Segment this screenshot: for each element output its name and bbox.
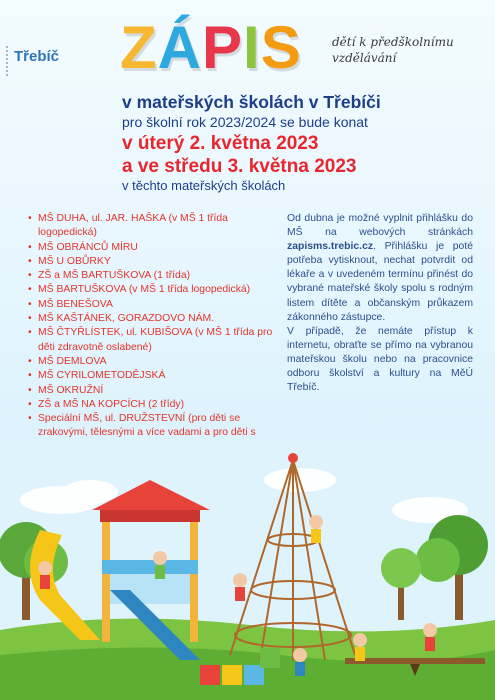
info-p1-end: . Přihlášku je poté potřeba vytisknout, nechat potvrdit od lékaře a v uvedeném termínu přinést do vybrané mateřské školy spolu s rodným listem dítěte a občanským průkazem zákonného zástupce. (287, 241, 473, 323)
title-letter: S (260, 14, 302, 81)
title-letter: P (202, 14, 244, 81)
title-note: dětí k předškolnímu vzdělávání (332, 35, 454, 65)
list-item: • MŠ OKRUŽNÍ (28, 384, 278, 398)
info-text (287, 212, 473, 395)
list-item: • MŠ U OBŮRKY (28, 255, 278, 269)
city-logo (0, 18, 78, 68)
list-item: • ZŠ a MŠ BARTUŠKOVA (1 třída) (28, 269, 278, 283)
list-item: • MŠ CYRILOMETODĚJSKÁ (28, 369, 278, 383)
date-first: v úterý 2. května 2023 (122, 133, 319, 154)
date-second: a ve středu 3. května 2023 (122, 156, 357, 177)
list-item: • MŠ DUHA, ul. JAR. HAŠKA (v MŠ 1 třída logopedická) (28, 212, 278, 241)
pyramid-top (288, 453, 298, 463)
list-item: • MŠ KAŠTÁNEK, GORAZDOVO NÁM. (28, 312, 278, 326)
logo-text: Třebíč (14, 48, 60, 65)
school-list (28, 212, 278, 455)
info-p2: V případě, že nemáte přístup k internetu, obraťte se přímo na vybranou mateřskou školu nebo na pracovnice odboru školství a kultury na MěÚ Třebíč. (287, 325, 473, 394)
website-link[interactable]: zapisms.trebic.cz (287, 241, 374, 253)
school-year-line: pro školní rok 2023/2024 se bude konat (122, 114, 368, 130)
list-item: • MŠ OBRÁNCŮ MÍRU (28, 241, 278, 255)
list-item: • Speciální MŠ, ul. DRUŽSTEVNÍ (pro děti se zrakovými, tělesnými a více vadami a pro děti s (28, 412, 278, 455)
list-item: • MŠ BARTUŠKOVA (v MŠ 1 třída logopedická) (28, 283, 278, 297)
info-p1-start: Od dubna je možné vyplnit přihlášku do MŠ na webových stránkách (287, 213, 473, 239)
subtitle: v mateřských školách v Třebíči (122, 92, 381, 112)
list-item: • ZŠ a MŠ NA KOPCÍCH (2 třídy) (28, 398, 278, 412)
list-item: • MŠ DEMLOVA (28, 355, 278, 369)
list-item: • MŠ BENEŠOVA (28, 298, 278, 312)
schools-intro: v těchto mateřských školách (122, 178, 286, 193)
main-title (120, 14, 302, 81)
title-letter: Z (120, 14, 158, 81)
title-letter: Á (157, 14, 202, 81)
playground-illustration (0, 440, 495, 700)
title-letter: I (243, 14, 261, 81)
list-item: • MŠ ČTYŘLÍSTEK, ul. KUBIŠOVA (v MŠ 1 třída pro děti zdravotně oslabené) (28, 326, 278, 355)
logo-dots (6, 46, 11, 76)
